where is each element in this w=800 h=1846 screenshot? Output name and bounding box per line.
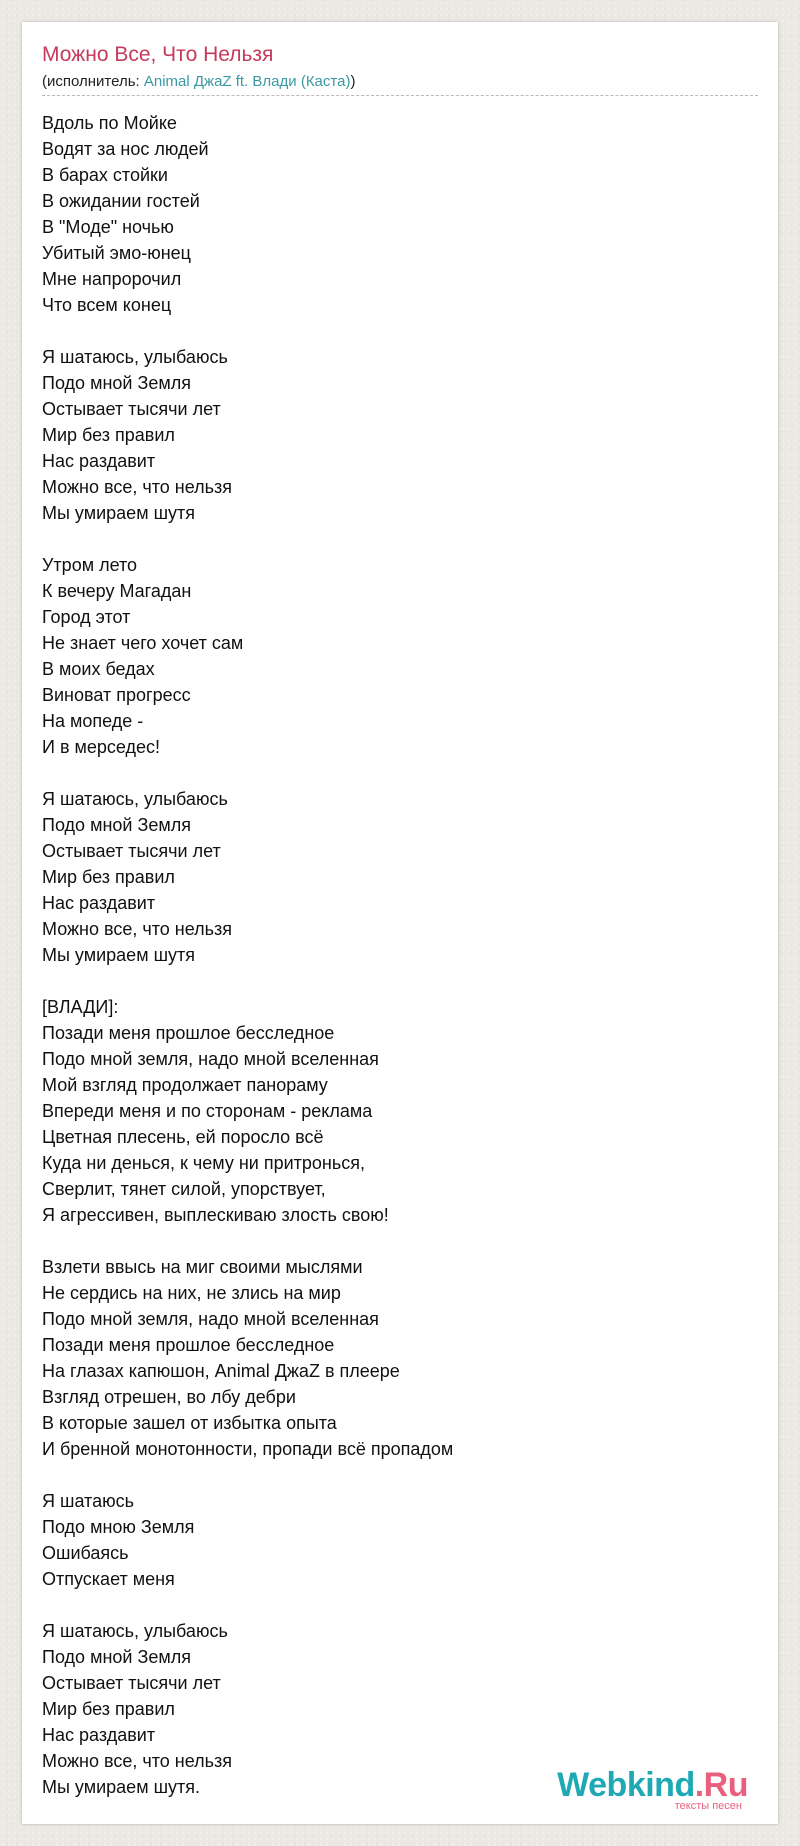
lyric-line: Подо мной земля, надо мной вселенная bbox=[42, 1049, 379, 1069]
lyric-line: Можно все, что нельзя bbox=[42, 1751, 233, 1771]
lyric-line: Убитый эмо-юнец bbox=[42, 243, 191, 263]
lyrics-card bbox=[22, 22, 778, 1824]
brand-logo[interactable] bbox=[557, 1768, 748, 1812]
lyric-line: Мир без правил bbox=[42, 1699, 175, 1719]
lyric-line: Виноват прогресс bbox=[42, 685, 191, 705]
lyric-line: Вдоль по Мойке bbox=[42, 113, 177, 133]
lyric-line: Мир без правил bbox=[42, 867, 175, 887]
lyrics-body bbox=[42, 110, 758, 1800]
lyric-line: В "Моде" ночью bbox=[42, 217, 174, 237]
lyric-line: На глазах капюшон, Animal ДжаZ в плеере bbox=[42, 1361, 400, 1381]
lyric-line: Мне напророчил bbox=[42, 269, 182, 289]
lyric-line: В барах стойки bbox=[42, 165, 168, 185]
lyric-line: Подо мной земля, надо мной вселенная bbox=[42, 1309, 379, 1329]
lyric-line: Утром лето bbox=[42, 555, 138, 575]
stanza-break bbox=[42, 968, 758, 994]
performer-suffix: ) bbox=[350, 73, 356, 90]
brand-wordmark bbox=[557, 1768, 748, 1802]
brand-tagline: тексты песен bbox=[674, 1800, 742, 1812]
lyric-line: [ВЛАДИ]: bbox=[42, 997, 119, 1017]
stanza-break bbox=[42, 1592, 758, 1618]
lyric-line: Водят за нос людей bbox=[42, 139, 209, 159]
lyric-line: Позади меня прошлое бесследное bbox=[42, 1335, 335, 1355]
lyric-line: Я агрессивен, выплескиваю злость свою! bbox=[42, 1205, 389, 1225]
lyric-line: Я шатаюсь, улыбаюсь bbox=[42, 347, 228, 367]
lyric-line: Цветная плесень, ей поросло всё bbox=[42, 1127, 324, 1147]
lyric-line: Остывает тысячи лет bbox=[42, 841, 221, 861]
lyric-line: Город этот bbox=[42, 607, 131, 627]
performer-line bbox=[42, 72, 758, 96]
lyric-line: На мопеде - bbox=[42, 711, 144, 731]
brand-name: Webkind bbox=[557, 1766, 695, 1804]
lyric-line: Я шатаюсь, улыбаюсь bbox=[42, 1621, 228, 1641]
song-title: Можно Все, Что Нельзя bbox=[42, 43, 274, 66]
stanza-break bbox=[42, 318, 758, 344]
lyric-line: Ошибаясь bbox=[42, 1543, 129, 1563]
lyric-line: Куда ни денься, к чему ни притронься, bbox=[42, 1153, 365, 1173]
stanza-break bbox=[42, 1462, 758, 1488]
lyric-line: Взлети ввысь на миг своими мыслями bbox=[42, 1257, 363, 1277]
lyric-line: Подо мной Земля bbox=[42, 373, 191, 393]
lyric-line: К вечеру Магадан bbox=[42, 581, 192, 601]
lyric-line: В моих бедах bbox=[42, 659, 155, 679]
lyric-line: Можно все, что нельзя bbox=[42, 477, 233, 497]
lyric-line: Мир без правил bbox=[42, 425, 175, 445]
lyric-line: Нас раздавит bbox=[42, 451, 156, 471]
lyric-line: Отпускает меня bbox=[42, 1569, 175, 1589]
stanza-break bbox=[42, 1228, 758, 1254]
lyric-line: Остывает тысячи лет bbox=[42, 1673, 221, 1693]
performer-link[interactable]: Animal ДжаZ ft. Влади (Каста) bbox=[143, 73, 351, 90]
stanza-break bbox=[42, 526, 758, 552]
lyric-line: Я шатаюсь bbox=[42, 1491, 134, 1511]
lyric-line: Сверлит, тянет силой, упорствует, bbox=[42, 1179, 326, 1199]
lyric-line: Мы умираем шутя bbox=[42, 503, 195, 523]
lyric-line: Позади меня прошлое бесследное bbox=[42, 1023, 335, 1043]
lyric-line: Мой взгляд продолжает панораму bbox=[42, 1075, 328, 1095]
lyric-line: Мы умираем шутя. bbox=[42, 1777, 201, 1797]
lyric-line: Нас раздавит bbox=[42, 893, 156, 913]
lyric-line: Нас раздавит bbox=[42, 1725, 156, 1745]
lyric-line: Подо мною Земля bbox=[42, 1517, 195, 1537]
stanza-break bbox=[42, 760, 758, 786]
lyric-line: Можно все, что нельзя bbox=[42, 919, 233, 939]
brand-tld: .Ru bbox=[694, 1766, 748, 1804]
lyric-line: Не сердись на них, не злись на мир bbox=[42, 1283, 341, 1303]
lyric-line: Остывает тысячи лет bbox=[42, 399, 221, 419]
lyric-line: Мы умираем шутя bbox=[42, 945, 195, 965]
lyric-line: И в мерседес! bbox=[42, 737, 161, 757]
lyric-line: Взгляд отрешен, во лбу дебри bbox=[42, 1387, 296, 1407]
lyric-line: И бренной монотонности, пропади всё пропадом bbox=[42, 1439, 454, 1459]
lyric-line: Что всем конец bbox=[42, 295, 172, 315]
lyric-line: Не знает чего хочет сам bbox=[42, 633, 244, 653]
lyric-line: Подо мной Земля bbox=[42, 1647, 191, 1667]
performer-prefix: (исполнитель: bbox=[42, 73, 144, 90]
lyric-line: Впереди меня и по сторонам - реклама bbox=[42, 1101, 373, 1121]
lyric-line: В которые зашел от избытка опыта bbox=[42, 1413, 337, 1433]
lyric-line: Я шатаюсь, улыбаюсь bbox=[42, 789, 228, 809]
lyric-line: В ожидании гостей bbox=[42, 191, 200, 211]
lyric-line: Подо мной Земля bbox=[42, 815, 191, 835]
